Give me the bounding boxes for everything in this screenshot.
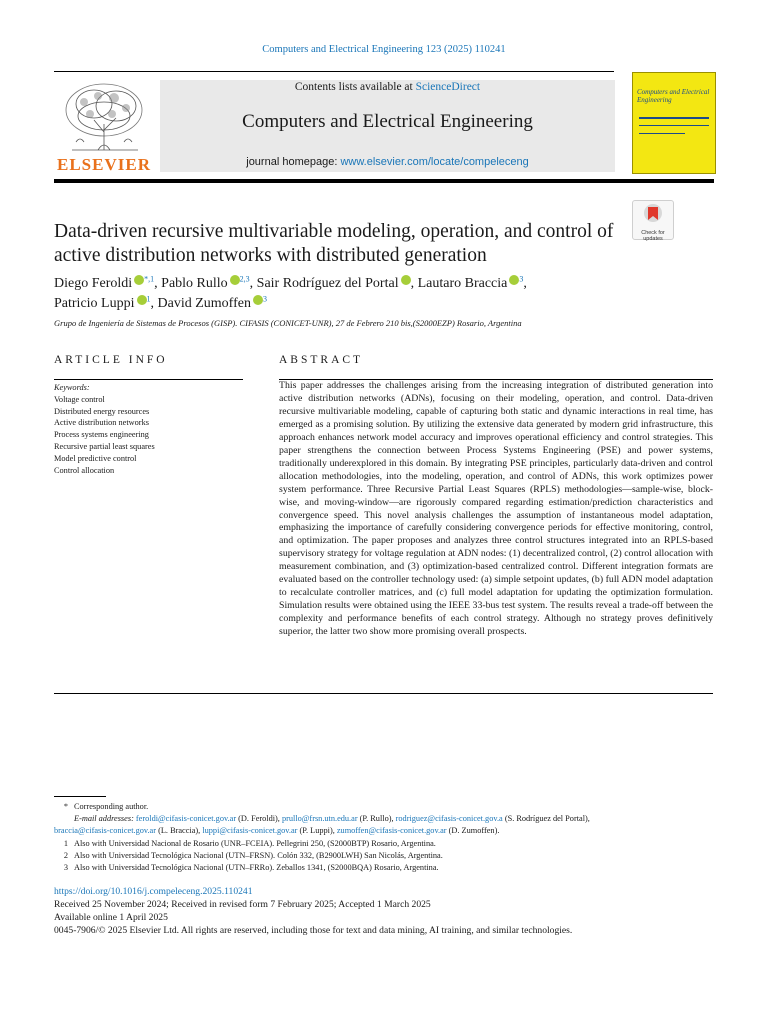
abstract-text: This paper addresses the challenges arising from the increasing integration of distributed generation into active distribution networks (ADNs), focusing on their modeling, operation, and control. Data-driven recursive multivariable modeling, capable of capturing both static and dynamic interactions in real time, has emerged as a promising solution. By utilizing the extensive data generated by modern grid infrastructure, this approach enhances network model accuracy and improves operational efficiency and control strategies. This paper strengthens the connection between Process Systems Engineering (PSE) and power systems, traditionally underexplored in this domain. By integrating PSE principles, particularly data-driven and control allocation methodologies, into the modeling, operation, and control of ADNs, this work optimizes power system performance. Three Recursive Partial Least Squares (RPLS) methodologies—sample-wise, block-wise, and moving-window—are rigorously compared regarding estimation/prediction characteristics and convergence speed. This novel analysis challenges the assumption of instantaneous model adaptation, emphasizing the importance of carefully considering convergence periods for effective monitoring, control, and optimization. The paper proposes and analyzes three control structures integrated into an RPLS-based supervisory strategy for voltage regulation at ADN nodes: (1) decentralized control, (2) control allocation with measurement combination, and (3) optimization-based centralized control. Different integration formats are evaluated based on the controller technology used: (a) simple setpoint updates, (b) full ADN model adaptation to recalculate controller matrices, and (c) full model adaptation for updating the optimization formulation. Simulation results were obtained using the IEEE 33-bus test system. The results reveal a trade-off between the complexity and performance benefits of each control strategy. Although no strategy proves definitively superior, the latter two show more promising overall prospects. [279, 380, 713, 638]
sciencedirect-link[interactable]: ScienceDirect [415, 81, 481, 93]
footnotes [54, 801, 714, 874]
check-for-updates-button[interactable] [632, 200, 674, 240]
email-link[interactable]: braccia@cifasis-conicet.gov.ar [54, 826, 157, 836]
author[interactable]: Diego Feroldi $^{*,1}$ [54, 274, 155, 291]
author[interactable]: Patricio Luppi $^1$ [54, 294, 151, 311]
footnote-mark: * [63, 802, 68, 811]
email-link[interactable]: feroldi@cifasis-conicet.gov.ar [135, 814, 237, 824]
journal-homepage-line [160, 156, 615, 168]
keyword: Control allocation [54, 465, 115, 475]
orcid-icon[interactable] [137, 295, 147, 305]
check-updates-label: Check for updates [641, 230, 665, 242]
orcid-icon[interactable] [401, 275, 411, 285]
email-addresses: E-mail addresses: feroldi@cifasis-conicet.gov.ar (D. Feroldi), prullo@frsn.utn.edu.ar (P. Rullo), rodriguez@cifasis-conicet.gov.a (S. Rodríguez del Portal), [74, 814, 590, 824]
journal-title: Computers and Electrical Engineering [242, 111, 533, 132]
contents-line [160, 81, 615, 93]
affiliation: Grupo de Ingeniería de Sistemas de Procesos (GISP). CIFASIS (CONICET-UNR), 27 de Febrero 210 bis,(S2000EZP) Rosario, Argentina [54, 318, 522, 328]
keyword: Active distribution networks [54, 418, 149, 428]
abstract-heading: ABSTRACT [279, 354, 364, 366]
available-online: Available online 1 April 2025 [54, 911, 168, 923]
email-link[interactable]: rodriguez@cifasis-conicet.gov.a [395, 814, 503, 824]
header-top-rule [54, 71, 614, 72]
author[interactable]: Pablo Rullo $^{2,3}$ [161, 274, 250, 291]
cover-stripe [639, 133, 685, 134]
email-link[interactable]: zumoffen@cifasis-conicet.gov.ar [336, 826, 447, 836]
orcid-icon[interactable] [509, 275, 519, 285]
email-addresses-cont: braccia@cifasis-conicet.gov.ar (L. Braccia), luppi@cifasis-conicet.gov.ar (P. Luppi), zumoffen@cifasis-conicet.gov.ar (D. Zumoffen). [54, 826, 500, 836]
journal-homepage-link[interactable]: www.elsevier.com/locate/compeleceng [340, 156, 529, 168]
email-label: E-mail addresses: [74, 814, 134, 824]
author[interactable]: David Zumoffen $^3$ [157, 294, 267, 311]
homepage-prefix: journal homepage: [246, 156, 341, 168]
elsevier-wordmark: ELSEVIER [57, 155, 151, 174]
author-list: Diego Feroldi $^{*,1}$, Pablo Rullo $^{2,3}$, Sair Rodríguez del Portal , Lautaro Braccia $^3$, Patricio Luppi $^1$, David Zumoffen $^3$ [54, 274, 527, 311]
doi-link[interactable]: https://doi.org/10.1016/j.compeleceng.2025.110241 [54, 886, 253, 897]
footnote-rule [54, 796, 106, 797]
orcid-icon[interactable] [134, 275, 144, 285]
cover-stripe [639, 125, 709, 126]
keyword: Process systems engineering [54, 430, 149, 440]
author[interactable]: Sair Rodríguez del Portal [257, 276, 411, 291]
keywords-block [54, 382, 243, 476]
received-dates: Received 25 November 2024; Received in revised form 7 February 2025; Accepted 1 March 2025 [54, 898, 431, 910]
cover-stripe [639, 117, 709, 119]
author[interactable]: Lautaro Braccia $^3$ [417, 274, 524, 291]
article-info-heading: ARTICLE INFO [54, 354, 168, 366]
orcid-icon[interactable] [253, 295, 263, 305]
bookmark-icon [633, 201, 673, 225]
contents-prefix: Contents lists available at [294, 81, 416, 93]
keyword: Recursive partial least squares [54, 441, 155, 451]
orcid-icon[interactable] [230, 275, 240, 285]
footnote: 3 Also with Universidad Tecnológica Nacional (UTN–FRRo). Zeballos 1341, (S2000BQA) Rosario, Argentina. [63, 863, 439, 873]
footnote: 1 Also with Universidad Nacional de Rosario (UNR–FCEIA). Pellegrini 250, (S2000BTP) Rosario, Argentina. [63, 838, 436, 848]
article-title: Data-driven recursive multivariable modeling, operation, and control of active distribution networks with distributed generation [54, 221, 614, 266]
article-info-rule [54, 379, 243, 380]
article-history [54, 886, 714, 938]
keywords-label: Keywords: [54, 383, 90, 392]
email-link[interactable]: prullo@frsn.utn.edu.ar [281, 814, 358, 824]
email-link[interactable]: luppi@cifasis-conicet.gov.ar [202, 826, 298, 836]
journal-citation[interactable]: Computers and Electrical Engineering 123 (2025) 110241 [262, 44, 506, 55]
copyright: 0045-7906/© 2025 Elsevier Ltd. All rights are reserved, including those for text and data mining, AI training, and similar technologies. [54, 924, 573, 936]
abstract-bottom-rule [54, 693, 713, 694]
header-bottom-rule [54, 179, 714, 183]
footnote: 2 Also with Universidad Tecnológica Nacional (UTN–FRSN). Colón 332, (B2900LWH) San Nicolás, Argentina. [63, 850, 443, 860]
keyword: Model predictive control [54, 453, 137, 463]
cover-title: Computers and Electrical Engineering [637, 88, 710, 104]
keyword: Voltage control [54, 394, 105, 404]
keyword: Distributed energy resources [54, 406, 150, 416]
corresponding-author-note: * Corresponding author. [54, 801, 714, 813]
